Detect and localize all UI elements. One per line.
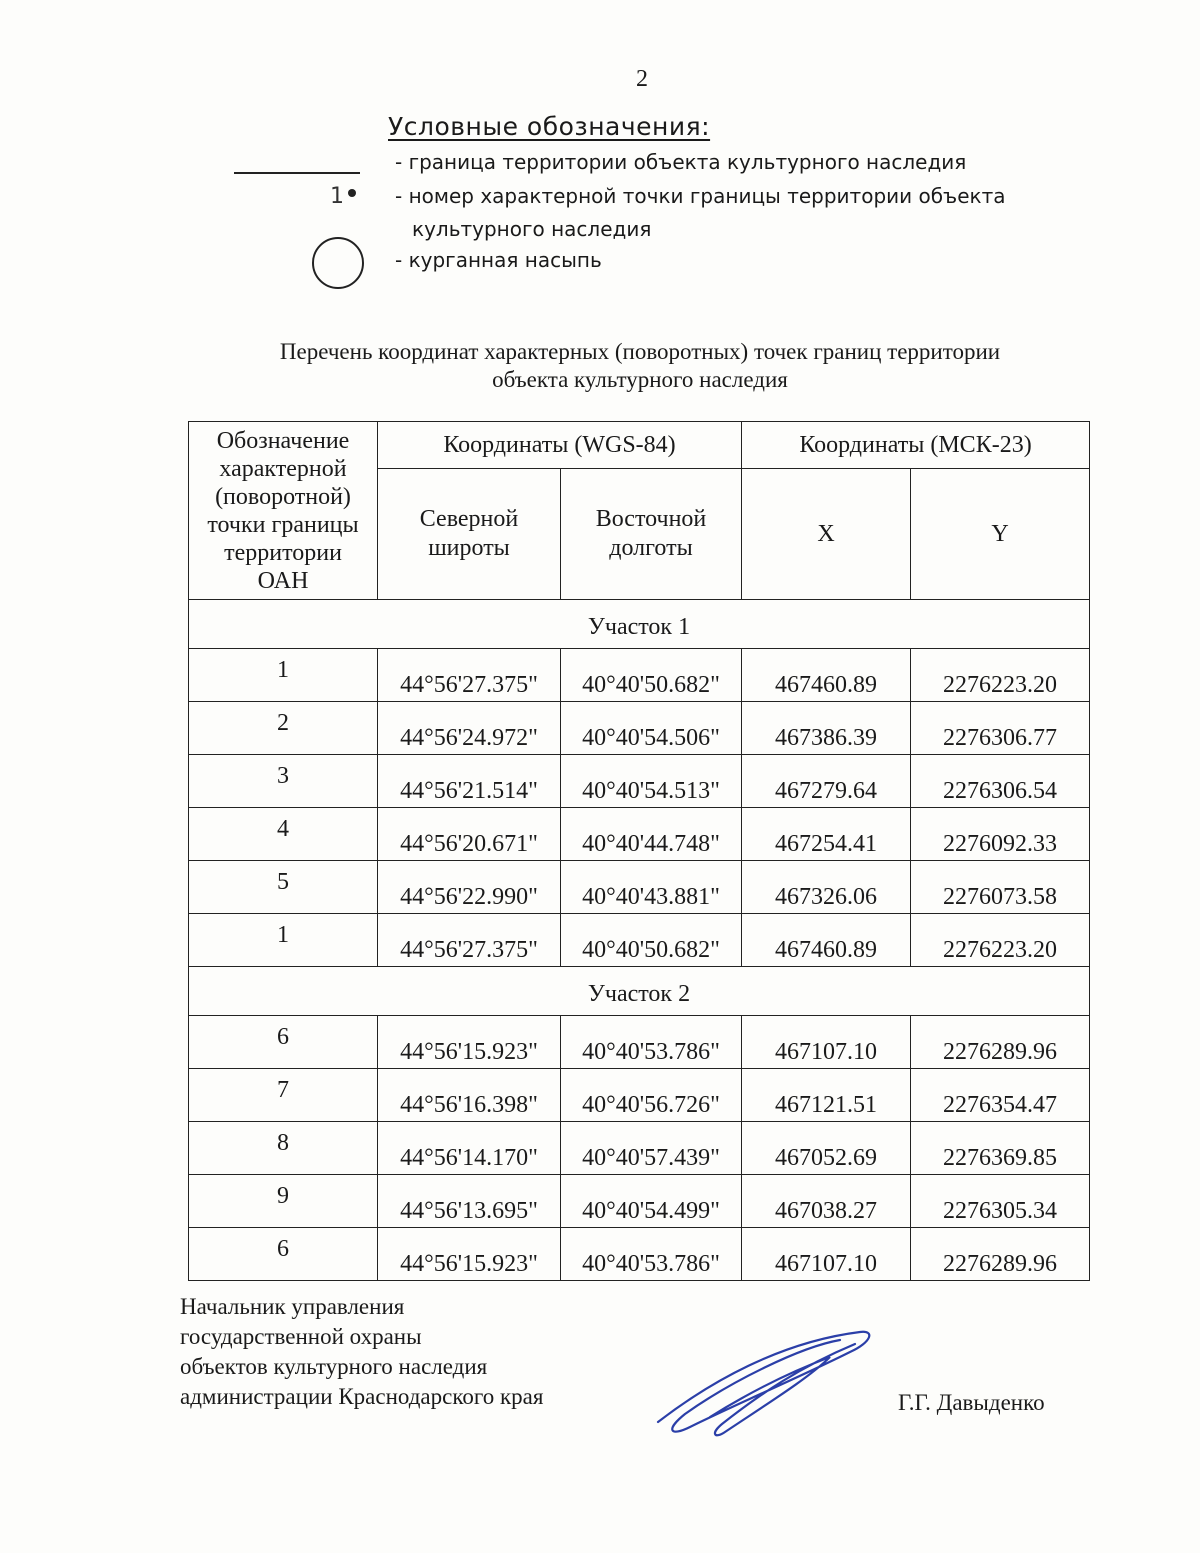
east-longitude-cell: 40°40'56.726"	[561, 1069, 742, 1122]
y-coordinate-cell: 2276092.33	[911, 808, 1090, 861]
y-coordinate-cell: 2276289.96	[911, 1228, 1090, 1281]
table-row	[189, 1228, 1090, 1281]
point-number-cell: 5	[189, 861, 378, 914]
header-north-line: широты	[428, 535, 510, 561]
y-coordinate-cell: 2276289.96	[911, 1016, 1090, 1069]
page-number: 2	[636, 66, 648, 92]
table-row	[189, 755, 1090, 808]
x-coordinate-cell: 467254.41	[742, 808, 911, 861]
y-coordinate-cell: 2276305.34	[911, 1175, 1090, 1228]
header-east-longitude	[561, 469, 742, 600]
point-number-cell: 8	[189, 1122, 378, 1175]
north-latitude-cell: 44°56'16.398"	[378, 1069, 561, 1122]
list-title-line-1: Перечень координат характерных (поворотных) точек границ территории	[279, 339, 1001, 364]
table-row	[189, 1069, 1090, 1122]
x-coordinate-cell: 467052.69	[742, 1122, 911, 1175]
north-latitude-cell: 44°56'22.990"	[378, 861, 561, 914]
table-row	[189, 649, 1090, 702]
north-latitude-cell: 44°56'27.375"	[378, 649, 561, 702]
section-row	[189, 600, 1090, 649]
coordinates-list-title	[180, 338, 1100, 394]
x-coordinate-cell: 467279.64	[742, 755, 911, 808]
legend-boundary-text: - граница территории объекта культурного наследия	[395, 150, 967, 174]
point-dot-icon	[348, 189, 356, 197]
table-row	[189, 914, 1090, 967]
header-designation-line: (поворотной)	[215, 483, 351, 510]
header-y: Y	[911, 469, 1090, 600]
table-row	[189, 1175, 1090, 1228]
section-title: Участок 2	[189, 967, 1090, 1016]
header-designation	[189, 422, 378, 600]
point-number-icon	[330, 184, 356, 209]
legend-point-text: - номер характерной точки границы территории объекта	[395, 184, 1006, 208]
y-coordinate-cell: 2276306.54	[911, 755, 1090, 808]
table-row	[189, 1016, 1090, 1069]
x-coordinate-cell: 467386.39	[742, 702, 911, 755]
header-wgs84: Координаты (WGS-84)	[378, 422, 742, 469]
north-latitude-cell: 44°56'20.671"	[378, 808, 561, 861]
point-number-cell: 9	[189, 1175, 378, 1228]
handwritten-signature	[650, 1322, 880, 1442]
x-coordinate-cell: 467038.27	[742, 1175, 911, 1228]
header-east-line: долготы	[609, 535, 693, 561]
point-number-symbol: 1	[330, 184, 344, 209]
legend-title: Условные обозначения:	[388, 112, 711, 141]
legend-mound-text: - курганная насыпь	[395, 248, 602, 272]
east-longitude-cell: 40°40'57.439"	[561, 1122, 742, 1175]
y-coordinate-cell: 2276306.77	[911, 702, 1090, 755]
point-number-cell: 1	[189, 914, 378, 967]
x-coordinate-cell: 467460.89	[742, 649, 911, 702]
east-longitude-cell: 40°40'50.682"	[561, 914, 742, 967]
east-longitude-cell: 40°40'54.499"	[561, 1175, 742, 1228]
x-coordinate-cell: 467121.51	[742, 1069, 911, 1122]
x-coordinate-cell: 467107.10	[742, 1016, 911, 1069]
y-coordinate-cell: 2276223.20	[911, 914, 1090, 967]
east-longitude-cell: 40°40'53.786"	[561, 1016, 742, 1069]
table-row	[189, 702, 1090, 755]
east-longitude-cell: 40°40'53.786"	[561, 1228, 742, 1281]
y-coordinate-cell: 2276369.85	[911, 1122, 1090, 1175]
north-latitude-cell: 44°56'14.170"	[378, 1122, 561, 1175]
header-designation-line: территории	[224, 539, 342, 566]
north-latitude-cell: 44°56'13.695"	[378, 1175, 561, 1228]
point-number-cell: 6	[189, 1016, 378, 1069]
point-number-cell: 2	[189, 702, 378, 755]
signatory-line: администрации Краснодарского края	[180, 1384, 544, 1409]
list-title-line-2: объекта культурного наследия	[492, 367, 788, 392]
north-latitude-cell: 44°56'24.972"	[378, 702, 561, 755]
signatory-line: объектов культурного наследия	[180, 1354, 488, 1379]
east-longitude-cell: 40°40'43.881"	[561, 861, 742, 914]
point-number-cell: 3	[189, 755, 378, 808]
header-designation-line: Обозначение	[216, 427, 350, 454]
signatory-name: Г.Г. Давыденко	[898, 1390, 1045, 1415]
east-longitude-cell: 40°40'54.506"	[561, 702, 742, 755]
header-designation-line: характерной	[219, 455, 347, 482]
mound-circle-icon	[312, 237, 364, 289]
header-north-line: Северной	[419, 506, 519, 532]
east-longitude-cell: 40°40'50.682"	[561, 649, 742, 702]
point-number-cell: 6	[189, 1228, 378, 1281]
signatory-line: государственной охраны	[180, 1324, 422, 1349]
point-number-cell: 7	[189, 1069, 378, 1122]
x-coordinate-cell: 467107.10	[742, 1228, 911, 1281]
point-number-cell: 4	[189, 808, 378, 861]
point-number-cell: 1	[189, 649, 378, 702]
section-title: Участок 1	[189, 600, 1090, 649]
header-msk23: Координаты (МСК-23)	[742, 422, 1090, 469]
table-row	[189, 1122, 1090, 1175]
x-coordinate-cell: 467326.06	[742, 861, 911, 914]
x-coordinate-cell: 467460.89	[742, 914, 911, 967]
boundary-line-icon	[234, 172, 360, 174]
section-row	[189, 967, 1090, 1016]
north-latitude-cell: 44°56'21.514"	[378, 755, 561, 808]
table-row	[189, 808, 1090, 861]
table-row	[189, 861, 1090, 914]
header-designation-line: ОАН	[257, 567, 309, 594]
signatory-title	[180, 1292, 543, 1412]
table-body	[189, 600, 1090, 1281]
east-longitude-cell: 40°40'44.748"	[561, 808, 742, 861]
header-north-latitude	[378, 469, 561, 600]
north-latitude-cell: 44°56'15.923"	[378, 1228, 561, 1281]
north-latitude-cell: 44°56'15.923"	[378, 1016, 561, 1069]
y-coordinate-cell: 2276073.58	[911, 861, 1090, 914]
y-coordinate-cell: 2276223.20	[911, 649, 1090, 702]
signatory-line: Начальник управления	[180, 1294, 405, 1319]
coordinates-table	[188, 421, 1090, 1281]
signature-stroke	[658, 1332, 869, 1435]
north-latitude-cell: 44°56'27.375"	[378, 914, 561, 967]
header-east-line: Восточной	[595, 506, 707, 532]
header-x: X	[742, 469, 911, 600]
y-coordinate-cell: 2276354.47	[911, 1069, 1090, 1122]
legend-point-text-cont: культурного наследия	[412, 217, 652, 241]
header-designation-line: точки границы	[207, 511, 359, 538]
east-longitude-cell: 40°40'54.513"	[561, 755, 742, 808]
